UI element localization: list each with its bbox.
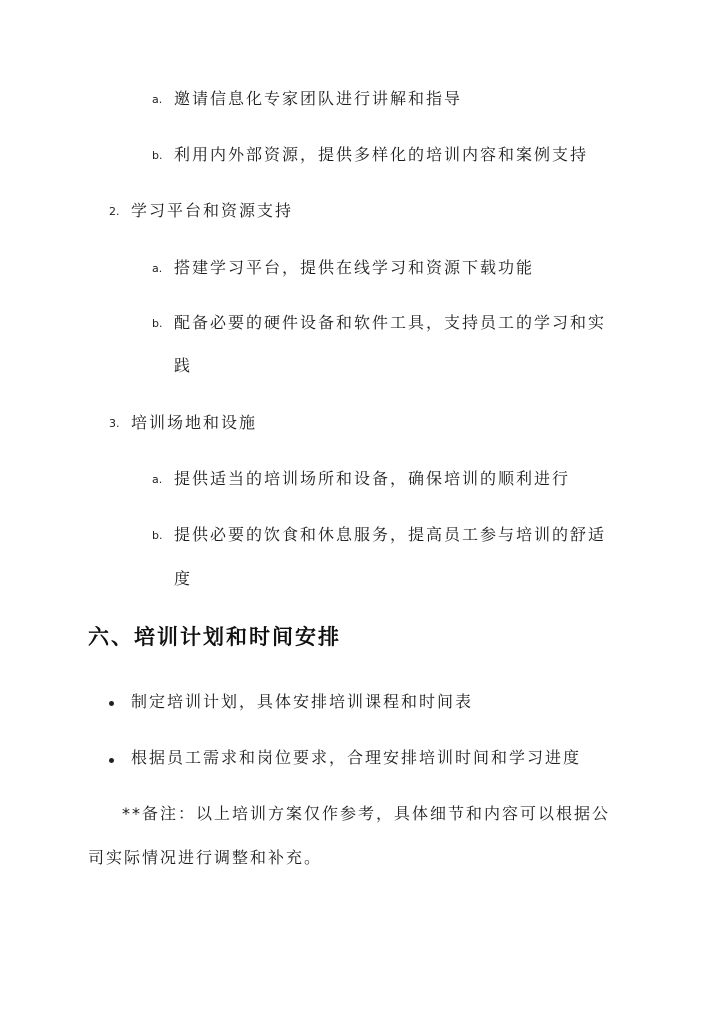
sub-item-marker-a: a. — [152, 93, 163, 106]
list-item-text: 提供必要的饮食和休息服务，提高员工参与培训的舒适 — [174, 525, 607, 544]
bullet-item-text: 制定培训计划，具体安排培训课程和时间表 — [131, 692, 474, 711]
list-item-text: 搭建学习平台，提供在线学习和资源下载功能 — [174, 258, 535, 277]
bullet-icon — [109, 701, 114, 706]
list-item-title: 学习平台和资源支持 — [131, 201, 294, 220]
list-number-2: 2. — [109, 205, 120, 218]
sub-item-marker-a: a. — [152, 262, 163, 275]
note-paragraph-line-1: **备注：以上培训方案仅作参考，具体细节和内容可以根据公 — [122, 804, 611, 823]
list-item-text-continued: 践 — [174, 356, 193, 375]
list-item-text: 配备必要的硬件设备和软件工具，支持员工的学习和实 — [174, 313, 607, 332]
sub-item-marker-b: b. — [152, 317, 163, 330]
note-paragraph-line-2: 司实际情况进行调整和补充。 — [88, 848, 323, 867]
bullet-icon — [109, 758, 114, 763]
bullet-item-text: 根据员工需求和岗位要求，合理安排培训时间和学习进度 — [131, 748, 582, 767]
sub-item-marker-b: b. — [152, 529, 163, 542]
sub-item-marker-a: a. — [152, 473, 163, 486]
list-item-text: 提供适当的培训场所和设备，确保培训的顺利进行 — [174, 469, 571, 488]
list-item-text: 利用内外部资源，提供多样化的培训内容和案例支持 — [174, 145, 589, 164]
section-heading: 六、培训计划和时间安排 — [88, 624, 341, 649]
list-number-3: 3. — [109, 417, 120, 430]
sub-item-marker-b: b. — [152, 149, 163, 162]
list-item-title: 培训场地和设施 — [131, 413, 258, 432]
list-item-text-continued: 度 — [174, 569, 193, 588]
list-item-text: 邀请信息化专家团队进行讲解和指导 — [174, 89, 463, 108]
